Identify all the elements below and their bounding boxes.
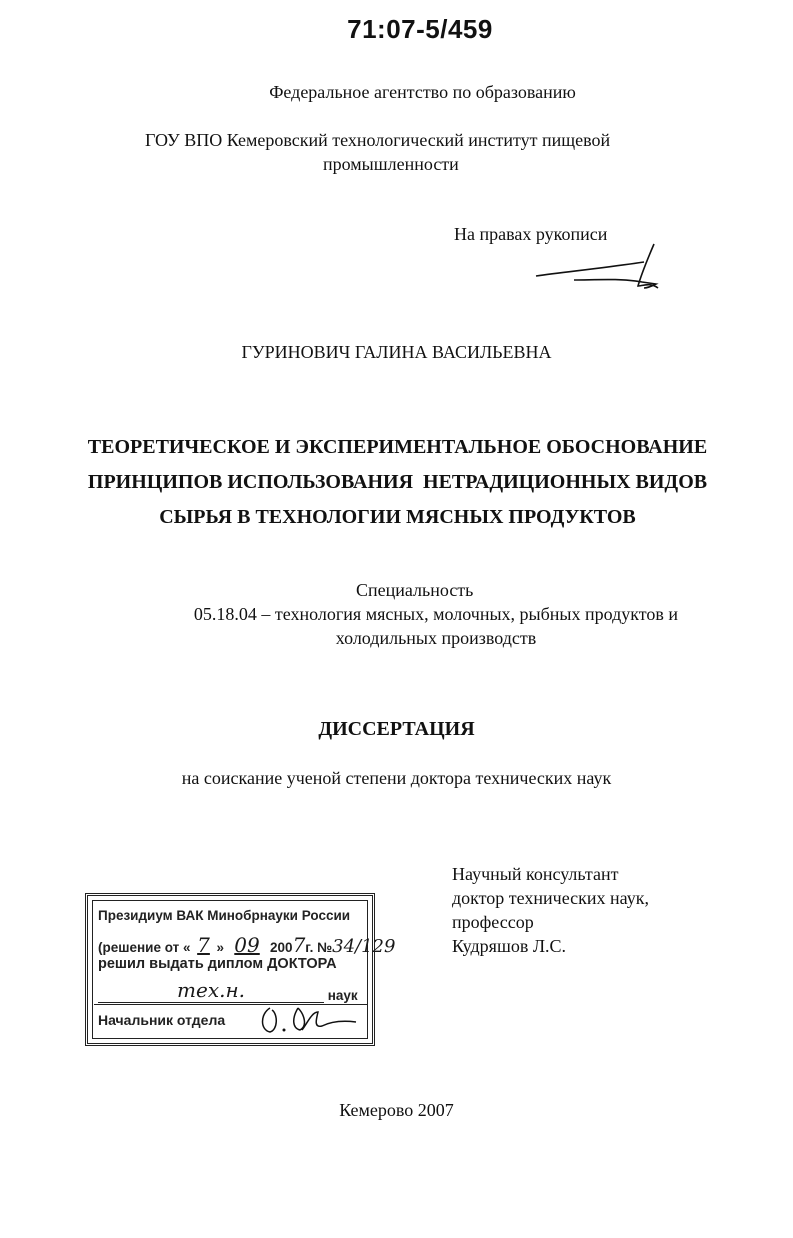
stamp-header: Президиум ВАК Минобрнауки России [98, 908, 351, 923]
specialty-code [156, 602, 716, 650]
archive-code: 71:07-5/459 [347, 14, 493, 44]
dissertation-title [60, 430, 735, 535]
stamp-decision-line [98, 933, 395, 957]
consultant-degree: доктор технических наук, [452, 888, 649, 908]
title-line: ТЕОРЕТИЧЕСКОЕ И ЭКСПЕРИМЕНТАЛЬНОЕ ОБОСНОВАНИЕ [87, 436, 708, 458]
stamp-science-suffix: наук [327, 988, 358, 1003]
specialty-line-1: 05.18.04 – технология мясных, молочных, рыбных продуктов и [193, 604, 679, 624]
stamp-month: 09 [234, 933, 260, 957]
stamp-number-prefix: г. № [305, 940, 333, 955]
title-line: ПРИНЦИПОВ ИСПОЛЬЗОВАНИЯ НЕТРАДИЦИОННЫХ ВИДОВ [87, 471, 708, 493]
stamp-year-digit: 7 [292, 933, 306, 957]
document-type: ДИССЕРТАЦИЯ [318, 718, 475, 740]
title-line: СЫРЬЯ В ТЕХНОЛОГИИ МЯСНЫХ ПРОДУКТОВ [159, 506, 636, 528]
consultant-rank: профессор [452, 912, 534, 932]
stamp-award-line: решил выдать диплом ДОКТОРА [98, 956, 337, 972]
manuscript-note: На правах рукописи [454, 224, 608, 244]
author-name: ГУРИНОВИЧ ГАЛИНА ВАСИЛЬЕВНА [241, 342, 552, 362]
institute-line-2: промышленности [323, 154, 459, 174]
stamp-number: 34/129 [332, 936, 396, 957]
specialty-label: Специальность [356, 580, 474, 600]
consultant-role: Научный консультант [452, 864, 619, 884]
city-and-year: Кемерово 2007 [339, 1100, 454, 1120]
institute-name [145, 128, 705, 176]
stamp-head-of-dept: Начальник отдела [98, 1012, 226, 1028]
author-signature [534, 242, 664, 302]
stamp-year-prefix: 200 [270, 940, 293, 955]
consultant-name: Кудряшов Л.С. [452, 936, 567, 956]
scientific-consultant [452, 862, 649, 958]
stamp-quote-close: » [216, 940, 225, 955]
vak-approval-stamp [85, 893, 396, 1046]
agency-name: Федеральное агентство по образованию [269, 82, 576, 102]
specialty-line-2: холодильных производств [335, 628, 537, 648]
stamp-decision-prefix: (решение от « [98, 940, 191, 955]
stamp-day: 7 [197, 933, 210, 957]
degree-purpose: на соискание ученой степени доктора технических наук [181, 768, 612, 788]
stamp-field: тех.н. [177, 978, 245, 1002]
institute-line-1: ГОУ ВПО Кемеровский технологический институт пищевой [145, 130, 611, 150]
stamp-signature [256, 1000, 376, 1040]
